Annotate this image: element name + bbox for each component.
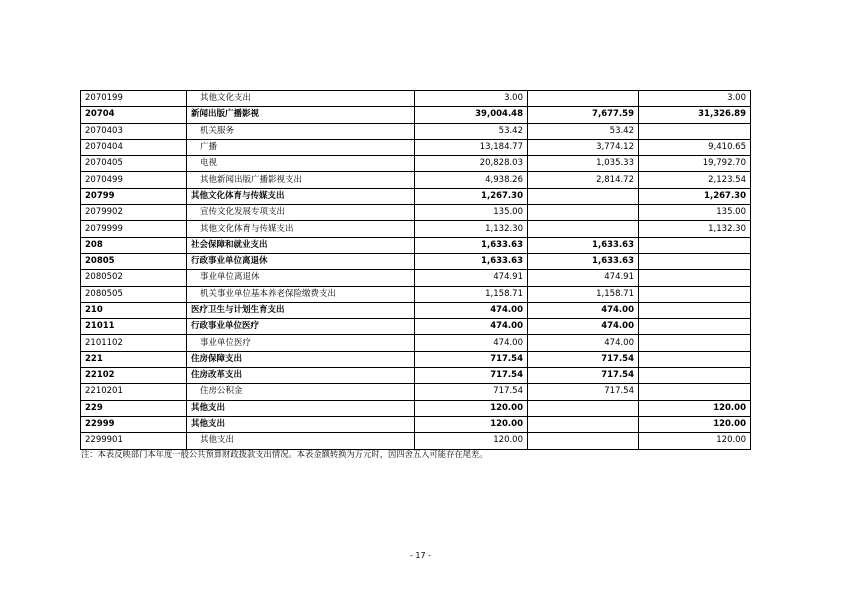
subject-code-cell (81, 123, 187, 139)
project-expenditure-cell (639, 107, 751, 123)
table-row (81, 123, 751, 139)
total-amount-cell (415, 302, 528, 318)
table-row (81, 286, 751, 302)
basic-expenditure-text: 1,633.63 (592, 239, 634, 250)
total-amount-cell (415, 188, 528, 204)
project-expenditure-cell (639, 123, 751, 139)
total-amount-text: 3.00 (504, 93, 523, 104)
subject-name-text: 其他新闻出版广播影视支出 (200, 174, 303, 185)
project-expenditure-text: 135.00 (716, 207, 746, 218)
total-amount-text: 717.54 (493, 386, 523, 397)
total-amount-text: 474.00 (490, 305, 523, 315)
subject-code-cell (81, 270, 187, 286)
subject-name-cell (187, 319, 415, 335)
subject-code-cell (81, 302, 187, 318)
basic-expenditure-text: 717.54 (604, 386, 634, 397)
project-expenditure-cell (639, 270, 751, 286)
basic-expenditure-cell (528, 302, 639, 318)
project-expenditure-text: 31,326.89 (698, 109, 746, 120)
table-row (81, 433, 751, 449)
basic-expenditure-text: 717.54 (601, 370, 634, 381)
total-amount-text: 1,158.71 (485, 288, 523, 299)
table-row (81, 302, 751, 318)
subject-code-cell (81, 156, 187, 172)
total-amount-cell (415, 172, 528, 188)
basic-expenditure-cell (528, 188, 639, 204)
subject-code-text: 2080502 (85, 272, 123, 283)
subject-name-cell (187, 335, 415, 351)
total-amount-text: 1,633.63 (481, 256, 523, 267)
table-row (81, 253, 751, 269)
subject-code-text: 2070499 (85, 174, 123, 185)
subject-code-text: 2070403 (85, 125, 123, 136)
basic-expenditure-cell (528, 433, 639, 449)
subject-name-cell (187, 221, 415, 237)
subject-code-cell (81, 335, 187, 351)
subject-name-cell (187, 302, 415, 318)
basic-expenditure-cell (528, 400, 639, 416)
table-row (81, 107, 751, 123)
subject-name-cell (187, 351, 415, 367)
table-row (81, 172, 751, 188)
subject-code-text: 2299901 (85, 435, 123, 446)
subject-name-text: 住房改革支出 (191, 370, 243, 381)
total-amount-text: 53.42 (498, 125, 523, 136)
subject-code-text: 2101102 (85, 337, 123, 348)
subject-code-text: 2070405 (85, 158, 123, 169)
budget-expenditure-table (80, 90, 751, 450)
table-row (81, 335, 751, 351)
table-footnote: 注：本表反映部门本年度一般公共预算财政拨款支出情况。本表金额转换为万元时，因四舍五入可能存在尾差。 (81, 449, 488, 459)
basic-expenditure-cell (528, 237, 639, 253)
subject-code-cell (81, 384, 187, 400)
basic-expenditure-text: 1,633.63 (592, 256, 634, 267)
total-amount-text: 120.00 (490, 402, 523, 413)
subject-name-text: 机关服务 (200, 125, 235, 136)
subject-name-cell (187, 107, 415, 123)
project-expenditure-text: 9,410.65 (708, 142, 746, 153)
subject-code-cell (81, 107, 187, 123)
project-expenditure-text: 3.00 (727, 93, 746, 104)
total-amount-cell (415, 107, 528, 123)
subject-name-text: 其他支出 (191, 402, 226, 413)
total-amount-cell (415, 416, 528, 432)
subject-name-cell (187, 139, 415, 155)
subject-code-cell (81, 416, 187, 432)
total-amount-cell (415, 384, 528, 400)
subject-code-cell (81, 139, 187, 155)
subject-code-cell (81, 351, 187, 367)
project-expenditure-cell (639, 400, 751, 416)
basic-expenditure-cell (528, 172, 639, 188)
project-expenditure-cell (639, 351, 751, 367)
project-expenditure-text: 1,267.30 (704, 190, 746, 201)
subject-name-text: 其他文化体育与传媒支出 (191, 190, 285, 201)
subject-code-cell (81, 188, 187, 204)
table-row (81, 400, 751, 416)
subject-name-text: 机关事业单位基本养老保险缴费支出 (200, 288, 337, 299)
total-amount-text: 1,633.63 (481, 239, 523, 250)
subject-code-cell (81, 286, 187, 302)
total-amount-cell (415, 270, 528, 286)
subject-name-cell (187, 156, 415, 172)
total-amount-cell (415, 351, 528, 367)
subject-code-text: 2079999 (85, 223, 123, 234)
total-amount-cell (415, 123, 528, 139)
page-number: - 17 - (409, 551, 432, 560)
total-amount-cell (415, 156, 528, 172)
total-amount-cell (415, 237, 528, 253)
table-row (81, 91, 751, 107)
subject-name-text: 行政事业单位医疗 (191, 321, 260, 332)
basic-expenditure-text: 474.00 (604, 337, 634, 348)
table-row (81, 221, 751, 237)
project-expenditure-cell (639, 286, 751, 302)
subject-code-cell (81, 319, 187, 335)
basic-expenditure-cell (528, 107, 639, 123)
subject-name-cell (187, 253, 415, 269)
subject-name-cell (187, 172, 415, 188)
subject-name-text: 其他文化支出 (200, 93, 252, 104)
subject-code-text: 208 (85, 239, 103, 250)
table-row (81, 139, 751, 155)
subject-code-text: 22102 (85, 370, 115, 381)
total-amount-text: 717.54 (490, 370, 523, 381)
subject-name-cell (187, 384, 415, 400)
subject-code-text: 2079902 (85, 207, 123, 218)
project-expenditure-cell (639, 139, 751, 155)
subject-name-text: 其他支出 (191, 419, 226, 430)
basic-expenditure-cell (528, 91, 639, 107)
project-expenditure-cell (639, 335, 751, 351)
table-row (81, 156, 751, 172)
basic-expenditure-text: 7,677.59 (592, 109, 634, 120)
project-expenditure-text: 120.00 (713, 419, 746, 430)
subject-name-cell (187, 400, 415, 416)
table-row (81, 270, 751, 286)
total-amount-cell (415, 205, 528, 221)
subject-name-cell (187, 91, 415, 107)
total-amount-cell (415, 335, 528, 351)
project-expenditure-text: 120.00 (713, 402, 746, 413)
subject-name-text: 事业单位离退休 (200, 272, 260, 283)
project-expenditure-cell (639, 188, 751, 204)
basic-expenditure-cell (528, 416, 639, 432)
project-expenditure-cell (639, 205, 751, 221)
project-expenditure-text: 120.00 (716, 435, 746, 446)
total-amount-text: 717.54 (490, 353, 523, 364)
project-expenditure-text: 2,123.54 (708, 174, 746, 185)
subject-code-cell (81, 433, 187, 449)
project-expenditure-cell (639, 156, 751, 172)
table-row (81, 416, 751, 432)
basic-expenditure-text: 3,774.12 (596, 142, 634, 153)
total-amount-cell (415, 91, 528, 107)
basic-expenditure-cell (528, 221, 639, 237)
table-row (81, 384, 751, 400)
total-amount-text: 474.00 (490, 321, 523, 332)
table-body (81, 91, 751, 450)
total-amount-text: 120.00 (493, 435, 523, 446)
subject-code-text: 2080505 (85, 288, 123, 299)
basic-expenditure-text: 717.54 (601, 353, 634, 364)
total-amount-text: 135.00 (493, 207, 523, 218)
basic-expenditure-cell (528, 351, 639, 367)
subject-name-cell (187, 205, 415, 221)
total-amount-text: 1,132.30 (485, 223, 523, 234)
basic-expenditure-text: 474.00 (601, 305, 634, 315)
project-expenditure-cell (639, 416, 751, 432)
subject-name-cell (187, 237, 415, 253)
subject-code-cell (81, 221, 187, 237)
subject-name-text: 住房公积金 (200, 386, 243, 397)
table-row (81, 319, 751, 335)
subject-code-text: 21011 (85, 321, 115, 332)
subject-code-text: 2070199 (85, 93, 123, 104)
subject-code-cell (81, 400, 187, 416)
subject-name-text: 新闻出版广播影视 (191, 109, 260, 120)
project-expenditure-cell (639, 384, 751, 400)
subject-name-text: 医疗卫生与计划生育支出 (191, 305, 285, 315)
total-amount-cell (415, 433, 528, 449)
total-amount-cell (415, 400, 528, 416)
project-expenditure-cell (639, 368, 751, 384)
project-expenditure-cell (639, 319, 751, 335)
subject-code-text: 20805 (85, 256, 115, 267)
project-expenditure-text: 19,792.70 (702, 158, 746, 169)
total-amount-text: 4,938.26 (485, 174, 523, 185)
total-amount-text: 39,004.48 (475, 109, 523, 120)
total-amount-text: 474.00 (493, 337, 523, 348)
project-expenditure-cell (639, 302, 751, 318)
subject-code-text: 22999 (85, 419, 115, 430)
table-row (81, 237, 751, 253)
subject-name-text: 广播 (200, 142, 218, 153)
subject-name-cell (187, 286, 415, 302)
table-row (81, 351, 751, 367)
basic-expenditure-text: 1,158.71 (596, 288, 634, 299)
total-amount-text: 20,828.03 (479, 158, 523, 169)
subject-name-cell (187, 416, 415, 432)
project-expenditure-cell (639, 253, 751, 269)
subject-name-cell (187, 123, 415, 139)
subject-code-text: 2210201 (85, 386, 123, 397)
total-amount-cell (415, 221, 528, 237)
total-amount-cell (415, 139, 528, 155)
subject-name-text: 电视 (200, 158, 218, 169)
total-amount-cell (415, 286, 528, 302)
subject-name-text: 事业单位医疗 (200, 337, 252, 348)
total-amount-cell (415, 319, 528, 335)
subject-code-cell (81, 205, 187, 221)
table-row (81, 205, 751, 221)
basic-expenditure-cell (528, 270, 639, 286)
basic-expenditure-cell (528, 123, 639, 139)
basic-expenditure-cell (528, 205, 639, 221)
project-expenditure-cell (639, 172, 751, 188)
total-amount-text: 13,184.77 (479, 142, 523, 153)
subject-code-cell (81, 237, 187, 253)
basic-expenditure-text: 2,814.72 (596, 174, 634, 185)
subject-name-text: 行政事业单位离退休 (191, 256, 268, 267)
subject-code-cell (81, 368, 187, 384)
subject-code-cell (81, 172, 187, 188)
project-expenditure-cell (639, 221, 751, 237)
subject-code-text: 210 (85, 305, 103, 315)
subject-name-cell (187, 433, 415, 449)
total-amount-cell (415, 253, 528, 269)
project-expenditure-cell (639, 433, 751, 449)
subject-code-text: 2070404 (85, 142, 123, 153)
subject-name-cell (187, 270, 415, 286)
table-row (81, 368, 751, 384)
subject-code-text: 229 (85, 402, 103, 413)
project-expenditure-text: 1,132.30 (708, 223, 746, 234)
subject-code-text: 20704 (85, 109, 115, 120)
basic-expenditure-cell (528, 156, 639, 172)
basic-expenditure-text: 53.42 (609, 125, 634, 136)
subject-name-text: 宣传文化发展专项支出 (200, 207, 286, 218)
total-amount-text: 1,267.30 (481, 190, 523, 201)
project-expenditure-cell (639, 237, 751, 253)
total-amount-cell (415, 368, 528, 384)
basic-expenditure-cell (528, 335, 639, 351)
basic-expenditure-text: 474.91 (604, 272, 634, 283)
subject-code-cell (81, 253, 187, 269)
subject-name-text: 社会保障和就业支出 (191, 239, 268, 250)
subject-name-cell (187, 368, 415, 384)
basic-expenditure-cell (528, 253, 639, 269)
subject-code-cell (81, 91, 187, 107)
table-row (81, 188, 751, 204)
project-expenditure-cell (639, 91, 751, 107)
basic-expenditure-text: 1,035.33 (596, 158, 634, 169)
basic-expenditure-cell (528, 368, 639, 384)
subject-name-text: 住房保障支出 (191, 353, 243, 364)
subject-code-text: 20799 (85, 190, 115, 201)
subject-name-cell (187, 188, 415, 204)
basic-expenditure-cell (528, 384, 639, 400)
basic-expenditure-cell (528, 286, 639, 302)
total-amount-text: 474.91 (493, 272, 523, 283)
basic-expenditure-cell (528, 319, 639, 335)
subject-name-text: 其他文化体育与传媒支出 (200, 223, 294, 234)
total-amount-text: 120.00 (490, 419, 523, 430)
subject-name-text: 其他支出 (200, 435, 235, 446)
subject-code-text: 221 (85, 353, 103, 364)
basic-expenditure-text: 474.00 (601, 321, 634, 332)
basic-expenditure-cell (528, 139, 639, 155)
